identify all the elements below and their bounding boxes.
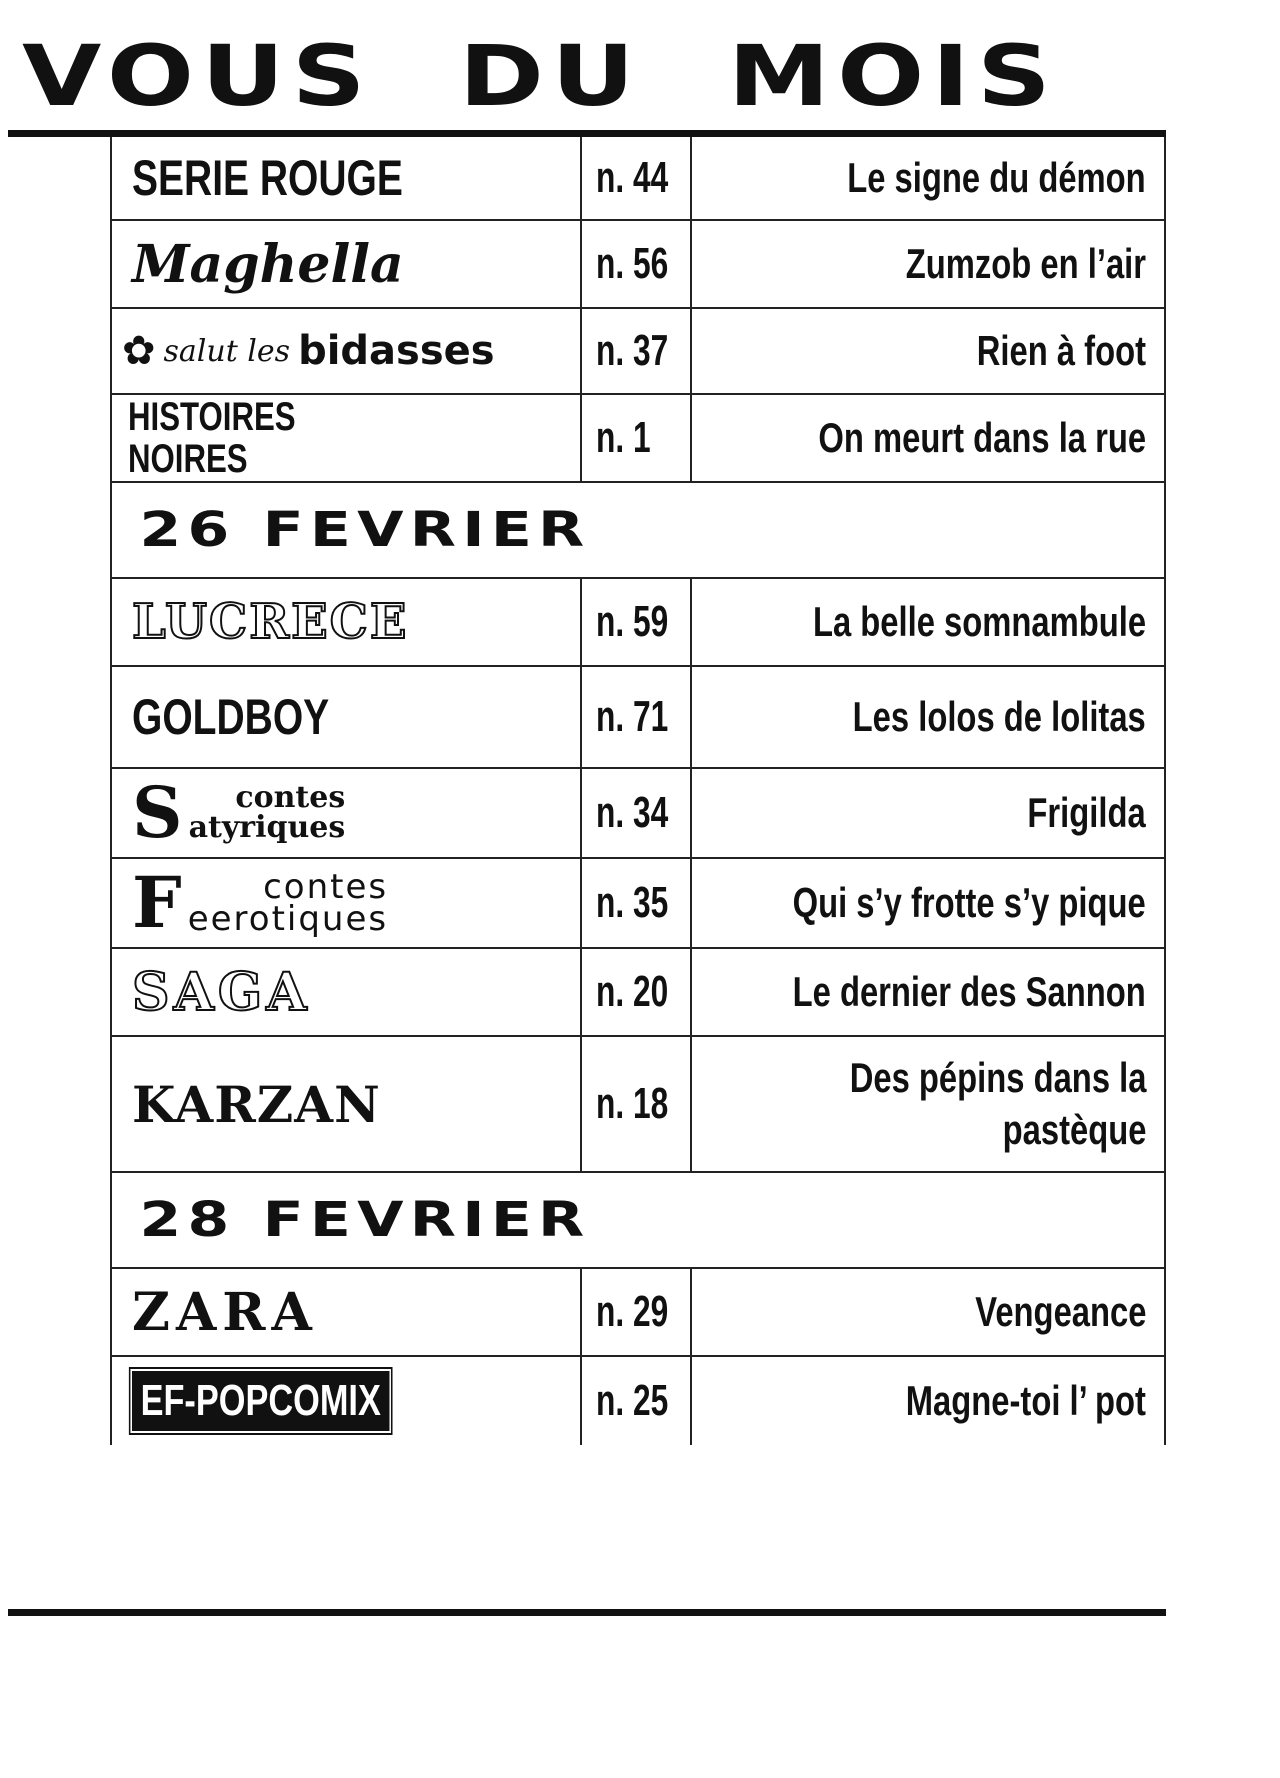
bottom-rule (8, 1609, 1166, 1616)
title-cell (692, 769, 1164, 857)
page-headline: VOUS DU MOIS (22, 27, 1059, 125)
listing-row (112, 309, 1164, 395)
series-logo-line: atyriques (188, 810, 346, 845)
top-rule (8, 130, 1166, 137)
listing-row (112, 395, 1164, 483)
episode-title: Vengeance (974, 1288, 1146, 1335)
episode-title: Les lolos de lolitas (852, 693, 1146, 740)
episode-title-line: Des pépins dans la (849, 1054, 1146, 1101)
issue-number: n. 37 (596, 326, 669, 375)
title-cell (692, 1037, 1164, 1171)
series-cell (112, 1357, 582, 1445)
listing-row (112, 137, 1164, 221)
issue-number: n. 56 (596, 239, 669, 288)
series-cell (112, 221, 582, 307)
title-cell (692, 221, 1164, 307)
issue-number-cell (582, 949, 692, 1035)
series-logo-prefix: salut les (163, 333, 291, 369)
release-date-row (112, 483, 1164, 579)
episode-title: Frigilda (1027, 789, 1146, 836)
series-logo (122, 328, 495, 374)
release-date-row (112, 1173, 1164, 1269)
release-date: 26 FEVRIER (139, 502, 591, 558)
issue-number-cell (582, 309, 692, 393)
series-logo-line: NOIRES (128, 437, 248, 481)
series-logo: EF-POPCOMIX (132, 1371, 389, 1431)
flower-icon: ✿ (122, 329, 156, 373)
series-cell (112, 949, 582, 1035)
episode-title: Le dernier des Sannon (792, 968, 1146, 1015)
issue-number-cell (582, 395, 692, 481)
episode-title-line: pastèque (1002, 1106, 1146, 1153)
issue-number: n. 18 (596, 1079, 669, 1128)
listing-row (112, 949, 1164, 1037)
title-cell (692, 579, 1164, 665)
series-logo-line: contes (263, 867, 389, 907)
series-logo-line: contes (235, 780, 346, 815)
series-logo-initial: F (132, 861, 182, 944)
listing-row (112, 667, 1164, 769)
series-logo-name: bidasses (298, 328, 495, 374)
issue-number: n. 71 (596, 692, 669, 741)
series-cell (112, 309, 582, 393)
issue-number: n. 29 (596, 1287, 669, 1336)
listing-row (112, 221, 1164, 309)
issue-number-cell (582, 1269, 692, 1355)
issue-number-cell (582, 1357, 692, 1445)
series-logo: Maghella (132, 233, 404, 295)
issue-number-cell (582, 769, 692, 857)
series-logo (132, 861, 389, 944)
listing-row (112, 1357, 1164, 1445)
series-logo (132, 771, 346, 854)
episode-title: La belle somnambule (812, 598, 1146, 645)
series-cell (112, 1269, 582, 1355)
listing-row (112, 859, 1164, 949)
episode-title (849, 1052, 1146, 1156)
listing-row (112, 769, 1164, 859)
title-cell (692, 1357, 1164, 1445)
issue-number-cell (582, 1037, 692, 1171)
episode-title: Zumzob en l’air (905, 240, 1146, 287)
title-cell (692, 309, 1164, 393)
series-logo-initial: S (132, 771, 183, 854)
issue-number: n. 25 (596, 1376, 669, 1425)
series-cell (112, 667, 582, 767)
series-cell (112, 137, 582, 219)
series-logo: SERIE ROUGE (132, 150, 403, 206)
issue-number: n. 34 (596, 788, 669, 837)
series-cell (112, 1037, 582, 1171)
issue-number-cell (582, 221, 692, 307)
issue-number: n. 1 (596, 413, 651, 462)
title-cell (692, 137, 1164, 219)
listing-row (112, 1269, 1164, 1357)
listing-row (112, 579, 1164, 667)
title-cell (692, 859, 1164, 947)
release-listing (110, 137, 1166, 1445)
issue-number: n. 35 (596, 878, 669, 927)
series-logo-line: HISTOIRES (128, 395, 296, 439)
episode-title: Le signe du démon (847, 154, 1146, 201)
issue-number-cell (582, 579, 692, 665)
series-logo (128, 396, 296, 480)
issue-number-cell (582, 667, 692, 767)
series-logo: KARZAN (132, 1074, 381, 1134)
series-cell (112, 769, 582, 857)
listing-row (112, 1037, 1164, 1173)
series-cell (112, 859, 582, 947)
episode-title: Qui s’y frotte s’y pique (792, 879, 1146, 926)
title-cell (692, 667, 1164, 767)
issue-number: n. 20 (596, 967, 669, 1016)
episode-title: Magne-toi l’ pot (905, 1377, 1146, 1424)
issue-number: n. 59 (596, 597, 669, 646)
title-cell (692, 1269, 1164, 1355)
issue-number: n. 44 (596, 153, 669, 202)
episode-title: Rien à foot (976, 327, 1146, 374)
issue-number-cell (582, 859, 692, 947)
episode-title: On meurt dans la rue (818, 414, 1146, 461)
series-cell (112, 579, 582, 665)
series-logo: GOLDBOY (132, 689, 330, 745)
series-logo: SAGA (132, 961, 311, 1023)
title-cell (692, 949, 1164, 1035)
series-logo: ZARA (132, 1281, 318, 1343)
series-logo-line: eerotiques (187, 899, 389, 939)
release-date: 28 FEVRIER (139, 1192, 591, 1248)
series-cell (112, 395, 582, 481)
issue-number-cell (582, 137, 692, 219)
title-cell (692, 395, 1164, 481)
series-logo: LUCRECE (132, 594, 409, 650)
